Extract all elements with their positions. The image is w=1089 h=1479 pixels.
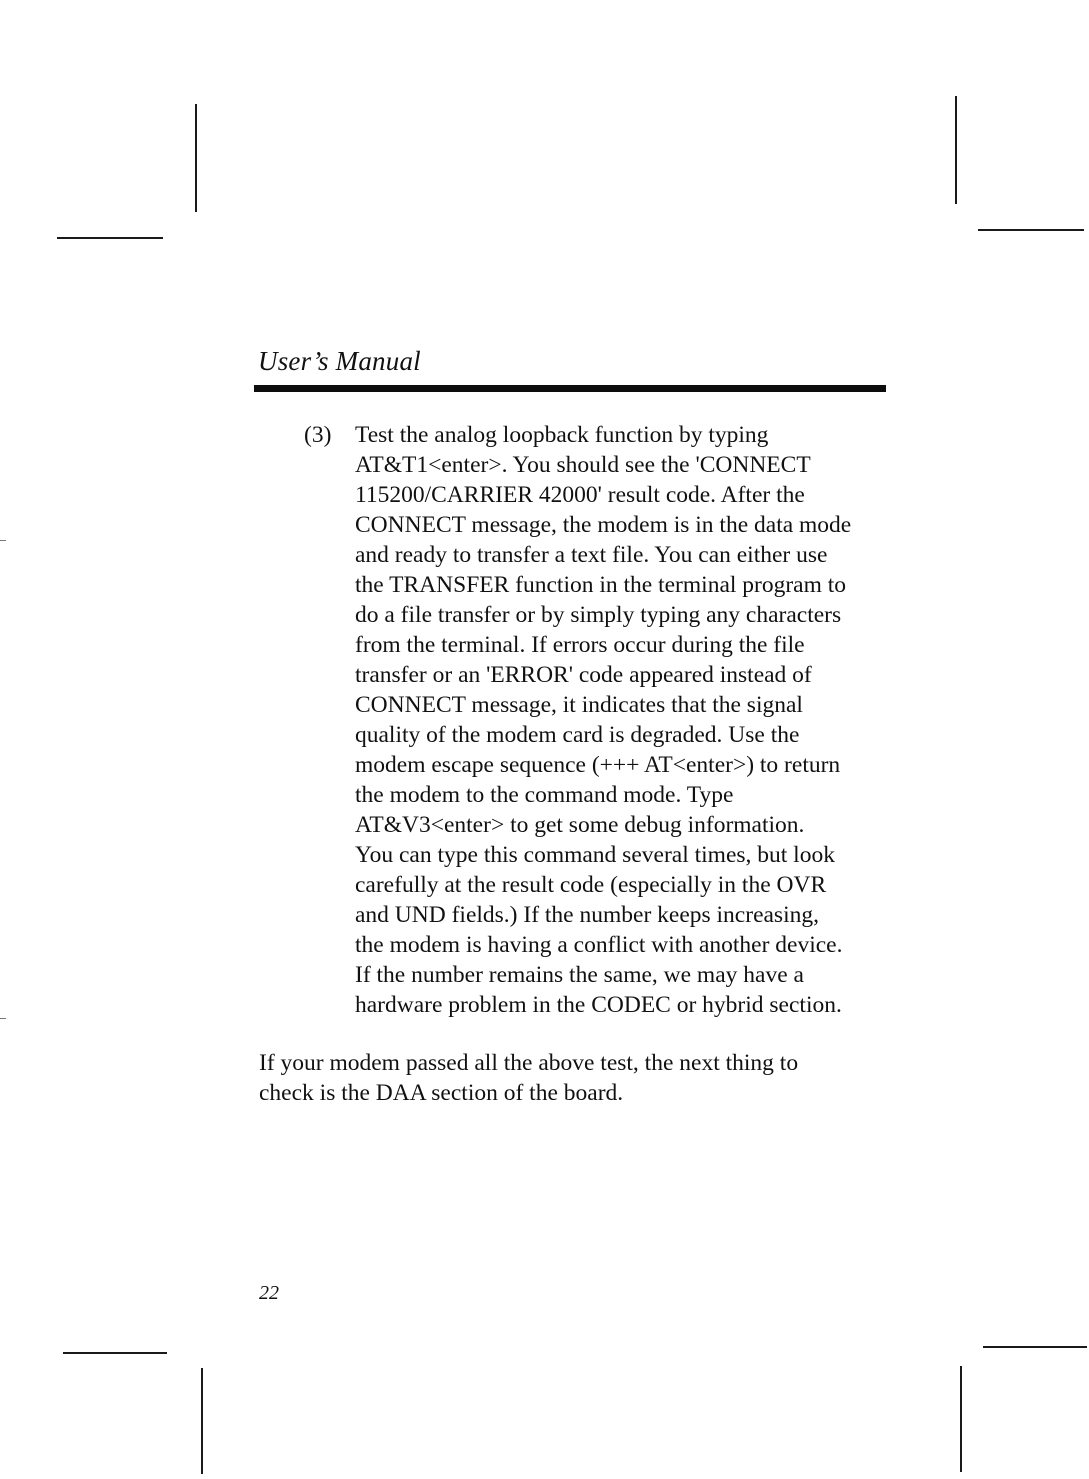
- text-line: and UND fields.) If the number keeps increasing,: [355, 902, 819, 928]
- crop-mark-bottom-right-vertical: [960, 1366, 962, 1472]
- text-line: AT&T1<enter>. You should see the 'CONNECT: [355, 452, 811, 478]
- crop-mark-bottom-left-horizontal: [63, 1352, 167, 1354]
- text-line: the modem to the command mode. Type: [355, 782, 734, 808]
- scan-edge-mark: [0, 540, 6, 541]
- text-line: You can type this command several times, but look: [355, 842, 835, 868]
- text-line: Test the analog loopback function by typing: [355, 422, 769, 448]
- crop-mark-top-right-vertical: [955, 96, 957, 204]
- step-paragraph: [355, 420, 890, 1020]
- crop-mark-bottom-right-horizontal: [983, 1346, 1087, 1348]
- text-line: and ready to transfer a text file. You can either use: [355, 542, 828, 568]
- header-rule: [254, 385, 886, 392]
- text-line: If the number remains the same, we may have a: [355, 962, 804, 988]
- text-line: transfer or an 'ERROR' code appeared instead of: [355, 662, 812, 688]
- page-number: 22: [259, 1282, 279, 1304]
- crop-mark-top-right-horizontal: [978, 229, 1084, 231]
- crop-mark-top-left-horizontal: [57, 237, 163, 239]
- text-line: If your modem passed all the above test, the next thing to: [259, 1050, 799, 1076]
- closing-paragraph: [259, 1048, 899, 1108]
- text-line: CONNECT message, it indicates that the signal: [355, 692, 803, 718]
- running-header-title: User’s Manual: [258, 346, 421, 376]
- text-line: 115200/CARRIER 42000' result code. After the: [355, 482, 805, 508]
- text-line: quality of the modem card is degraded. Use the: [355, 722, 800, 748]
- text-line: CONNECT message, the modem is in the data mode: [355, 512, 852, 538]
- text-line: the TRANSFER function in the terminal program to: [355, 572, 847, 598]
- text-line: carefully at the result code (especially in the OVR: [355, 872, 827, 898]
- text-line: AT&V3<enter> to get some debug information.: [355, 812, 805, 838]
- text-line: do a file transfer or by simply typing any characters: [355, 602, 842, 628]
- crop-mark-top-left-vertical: [195, 104, 197, 212]
- text-line: the modem is having a conflict with another device.: [355, 932, 843, 958]
- text-line: check is the DAA section of the board.: [259, 1080, 624, 1106]
- text-line: from the terminal. If errors occur during the file: [355, 632, 805, 658]
- text-line: hardware problem in the CODEC or hybrid section.: [355, 992, 842, 1018]
- step-number: (3): [304, 422, 332, 448]
- text-line: modem escape sequence (+++ AT<enter>) to return: [355, 752, 841, 778]
- scan-edge-mark: [0, 1018, 6, 1019]
- crop-mark-bottom-left-vertical: [201, 1368, 203, 1474]
